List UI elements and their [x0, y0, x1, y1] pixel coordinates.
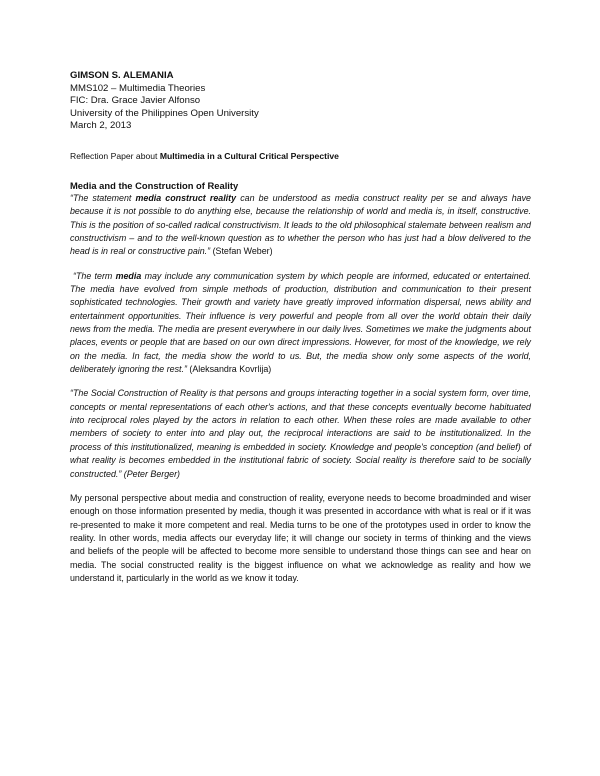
reflection-paragraph: My personal perspective about media and construction of reality, everyone needs to become broadminded and wiser enough on those information presented by media, though it was presented in accordance with what is real or if it was re-presented to make it more competent and real. Media turns to be one of the prototypes used in order to know the reality. In other words, media affects our everyday life; it will change our society in terms of thinking and the views and beliefs of the people will be affected to become more sensible to understand those things can see and hear on media. The social constructed reality is the biggest influence on what we acknowledge as reality and how we understand it, particularly in the world as we know it today.	[70, 492, 531, 583]
document-page	[70, 70, 531, 585]
date-line: March 2, 2013	[70, 120, 132, 132]
quote-text: “The Social Construction of Reality is that persons and groups interacting together in a social system form, over time, concepts or mental representations of each other's actions, and that these concepts eventually become habituated into reciprocal roles played by the actors in relation to each other. When these roles are made available to other members of society to enter into and play out, the reciprocal interactions are said to be institutionalized. In the process of this institutionalized, meaning is embedded in society. Knowledge and people's conception (and belief) of what reality is becomes embedded in the institutional fabric of society. Social reality is therefore said to be socially constructed.”	[70, 388, 531, 479]
quote-text: can be understood as media construct reality per se and always have because it is not possible to do anything else, because the relationship of world and media is, in itself, constructive. This is the position of so-called radical constructivism. It leads to the old philosophical stalemate between realism and constructivism – and to the well-known question as to whether the person who has just had a blow delivered to the head is in real or constructive pain.”	[70, 192, 531, 257]
quote-citation: (Stefan Weber)	[210, 246, 273, 257]
author-header	[70, 70, 531, 133]
quote-kovrlija	[70, 270, 531, 377]
title-prefix: Reflection Paper about	[70, 150, 160, 161]
faculty-line: FIC: Dra. Grace Javier Alfonso	[70, 95, 201, 107]
section-heading: Media and the Construction of Reality	[70, 179, 239, 191]
paper-title	[70, 150, 531, 162]
course-line: MMS102 – Multimedia Theories	[70, 82, 206, 94]
quote-keyword: media	[115, 270, 142, 281]
title-subject: Multimedia in a Cultural Critical Perspective	[159, 150, 339, 161]
university-line: University of the Philippines Open University	[70, 107, 259, 119]
quote-text: “The term	[73, 270, 116, 281]
quote-text: “The statement	[70, 192, 136, 203]
quote-berger	[70, 387, 531, 480]
quote-citation: (Aleksandra Kovrlija)	[186, 364, 272, 375]
quote-citation: (Peter Berger)	[121, 468, 181, 479]
quote-keyword: media construct reality	[135, 192, 237, 203]
author-name: GIMSON S. ALEMANIA	[70, 70, 174, 81]
quote-text: may include any communication system by which people are informed, educated or entertained. The media have evolved from simple methods of production, distribution and communication to their present sophisticated technologies. Their growth and variety have greatly improved information dispersal, news ability and entertainment opportunities. Their influence is very powerful and people from all over the world obtain their daily news from the media. The media are present everywhere in our daily lives. Sometimes we make the judgments about places, events or people that are based on our own direct impressions. However, for most of the knowledge, we rely on the media. In fact, the media show the world to us. But, the media show only some aspects of the world, deliberately ignoring the rest.”	[70, 270, 531, 375]
quote-weber	[70, 192, 531, 259]
